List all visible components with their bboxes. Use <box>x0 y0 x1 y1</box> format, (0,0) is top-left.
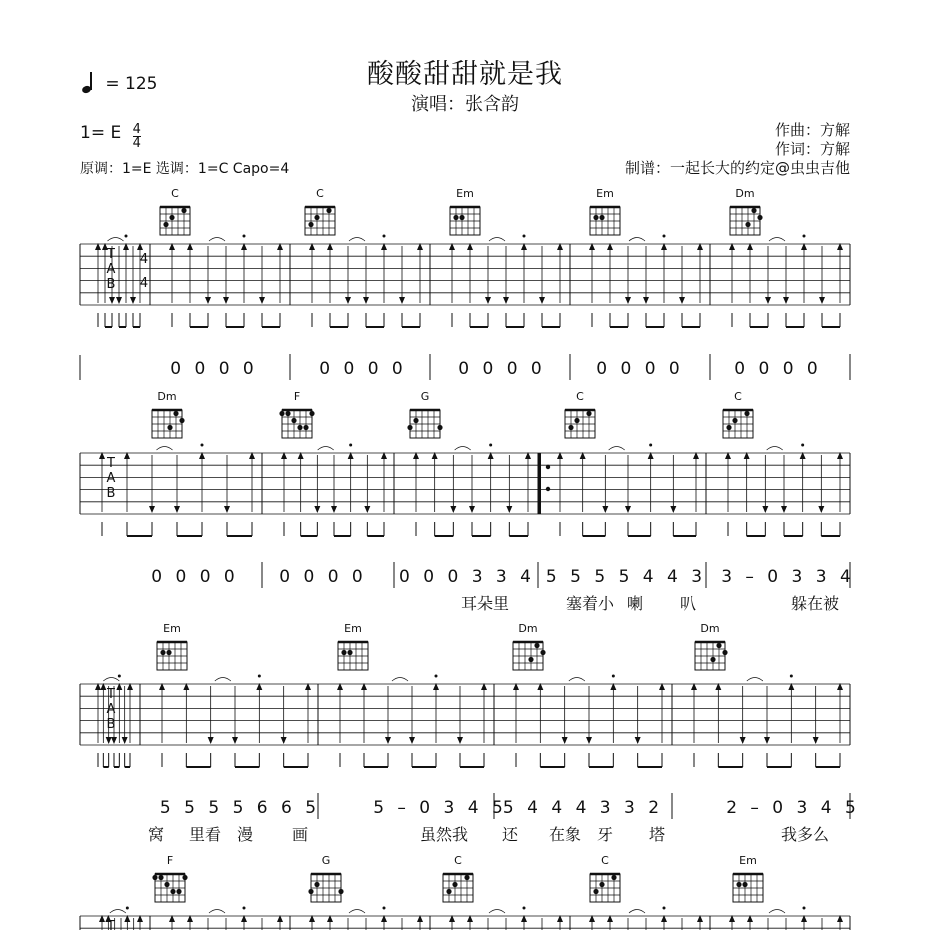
staccato-dot <box>663 235 666 238</box>
staccato-dot <box>383 907 386 910</box>
chord-name: C <box>734 390 742 403</box>
repeat-dot <box>546 465 550 469</box>
chord-diagram <box>695 622 728 670</box>
tuning-info: 原调：1=E 选调：1=C Capo=4 <box>80 161 290 177</box>
tab-staff <box>80 907 850 930</box>
chord-name: C <box>316 187 324 200</box>
tab-clef-letter: T <box>107 919 115 930</box>
notation-group: 0 0 0 0 <box>170 359 258 379</box>
chord-name: C <box>171 187 179 200</box>
tie <box>629 238 645 242</box>
chord-name: Dm <box>157 390 177 403</box>
lyric: 塔 <box>648 825 666 844</box>
chord-diagram <box>565 390 595 438</box>
tie <box>215 678 231 682</box>
chord-diagram <box>152 390 185 438</box>
notation-group: 0 0 0 0 <box>319 359 407 379</box>
chord-name: C <box>601 854 609 867</box>
chord-name: Dm <box>735 187 755 200</box>
staccato-dot <box>523 235 526 238</box>
chord-name: F <box>293 390 301 403</box>
staccato-dot <box>258 675 261 678</box>
lyric: 画 <box>291 825 309 844</box>
chord-name: Dm <box>518 622 538 635</box>
lyric: 在象 <box>548 825 582 844</box>
notation-group: 0 0 0 0 <box>596 359 684 379</box>
tab-clef-letter: B <box>106 717 116 732</box>
chord-name: G <box>321 854 331 867</box>
tie <box>209 910 225 914</box>
tab-time-top: 4 <box>139 252 149 267</box>
tab-clef-letter: A <box>106 471 116 486</box>
page-title: 酸酸甜甜就是我 <box>367 59 563 90</box>
tie <box>769 238 785 242</box>
tab-clef-letter: B <box>106 277 116 292</box>
tie <box>769 910 785 914</box>
staccato-dot <box>523 907 526 910</box>
notation-group: 5 5 5 5 4 4 3 <box>545 567 707 587</box>
chord-diagram <box>157 622 187 670</box>
chord-diagram <box>513 622 546 670</box>
lyricist-credit: 作词：方解 <box>774 140 850 158</box>
staccato-dot <box>243 907 246 910</box>
staccato-dot <box>663 907 666 910</box>
chord-name: C <box>454 854 462 867</box>
tie <box>103 678 119 682</box>
tie <box>629 910 645 914</box>
lyric: 躲在被 <box>790 594 840 613</box>
arranger-credit: 制谱：一起长大的约定@虫虫吉他 <box>624 159 850 177</box>
notation-group: 0 0 0 3 3 4 <box>399 567 535 587</box>
chord-diagram <box>338 622 368 670</box>
staccato-dot <box>243 235 246 238</box>
staccato-dot <box>803 907 806 910</box>
staccato-dot <box>118 675 121 678</box>
lyric: 塞着小 <box>565 594 615 613</box>
lyric: 牙 <box>596 825 614 844</box>
tab-clef-letter: T <box>107 456 115 471</box>
tie <box>747 678 763 682</box>
tie <box>209 238 225 242</box>
lyric: 里看 <box>188 825 222 844</box>
tab-clef-letter: T <box>107 247 115 262</box>
notation-group: 3 – 0 3 3 4 <box>721 567 855 587</box>
tab-clef-letter: A <box>106 702 116 717</box>
tie <box>767 447 783 451</box>
staccato-dot <box>649 444 652 447</box>
notation-group: 5 5 5 5 6 6 5 <box>159 798 321 818</box>
lyric: 耳朵里 <box>460 594 510 613</box>
staccato-dot <box>349 444 352 447</box>
chord-name: Em <box>344 622 362 635</box>
chord-diagram <box>443 854 473 902</box>
staccato-dot <box>126 907 129 910</box>
lyric: 喇 <box>626 594 644 613</box>
lyric: 漫 <box>236 825 254 844</box>
tab-clef-letter: T <box>107 687 115 702</box>
chord-diagram <box>590 187 620 235</box>
notation-group: 0 0 0 0 <box>151 567 239 587</box>
staccato-dot <box>801 444 804 447</box>
repeat-dot <box>546 487 550 491</box>
lyric: 还 <box>501 825 519 844</box>
time-bottom: 4 <box>132 136 141 151</box>
tie <box>157 447 173 451</box>
chord-name: Em <box>739 854 757 867</box>
notation-group: 2 – 0 3 4 5 <box>726 798 860 818</box>
chord-diagram <box>730 187 763 235</box>
lyric: 叭 <box>679 594 697 613</box>
notation-group: 0 0 0 0 <box>458 359 546 379</box>
tie <box>110 910 126 914</box>
time-top: 4 <box>132 122 141 137</box>
tie <box>609 447 625 451</box>
tab-staff <box>80 235 850 328</box>
tie <box>569 678 585 682</box>
staccato-dot <box>612 675 615 678</box>
composer-credit: 作曲：方解 <box>774 121 850 139</box>
tab-clef-letter: A <box>106 262 116 277</box>
lyric: 我多么 <box>780 825 830 844</box>
notation-group: 5 4 4 4 3 3 2 <box>502 798 664 818</box>
tie <box>349 238 365 242</box>
tie <box>108 238 124 242</box>
chord-name: Dm <box>700 622 720 635</box>
tab-staff <box>80 444 850 537</box>
lyric: 虽然我 <box>419 825 469 844</box>
chord-diagram <box>160 187 190 235</box>
staccato-dot <box>790 675 793 678</box>
staccato-dot <box>125 235 128 238</box>
tie <box>349 910 365 914</box>
chord-name: C <box>576 390 584 403</box>
key-label: 1= E <box>80 123 122 143</box>
chord-name: F <box>166 854 174 867</box>
chord-name: Em <box>456 187 474 200</box>
lyric: 窝 <box>147 825 165 844</box>
tie <box>318 447 334 451</box>
staccato-dot <box>201 444 204 447</box>
chord-diagram <box>152 854 187 902</box>
chord-diagram <box>723 390 753 438</box>
chord-name: Em <box>596 187 614 200</box>
staccato-dot <box>435 675 438 678</box>
tie <box>489 238 505 242</box>
tab-staff <box>80 675 850 768</box>
notation-group: 0 0 0 0 <box>734 359 822 379</box>
chord-diagram <box>590 854 620 902</box>
chord-diagram <box>733 854 763 902</box>
tie <box>489 910 505 914</box>
chord-diagram <box>305 187 335 235</box>
tempo-value: = 125 <box>105 74 158 94</box>
staccato-dot <box>489 444 492 447</box>
notation-group: 5 – 0 3 4 5 <box>373 798 507 818</box>
tab-clef-letter: B <box>106 486 116 501</box>
chord-diagram <box>450 187 480 235</box>
repeat-bar <box>538 453 541 514</box>
singer-credit: 演唱：张含韵 <box>411 94 519 115</box>
staccato-dot <box>803 235 806 238</box>
chord-diagram <box>279 390 314 438</box>
tie <box>455 447 471 451</box>
tab-time-bottom: 4 <box>139 276 149 291</box>
notation-group: 0 0 0 0 <box>279 567 367 587</box>
staccato-dot <box>383 235 386 238</box>
tie <box>392 678 408 682</box>
chord-name: Em <box>163 622 181 635</box>
chord-diagram <box>407 390 442 438</box>
chord-diagram <box>308 854 343 902</box>
chord-name: G <box>420 390 430 403</box>
